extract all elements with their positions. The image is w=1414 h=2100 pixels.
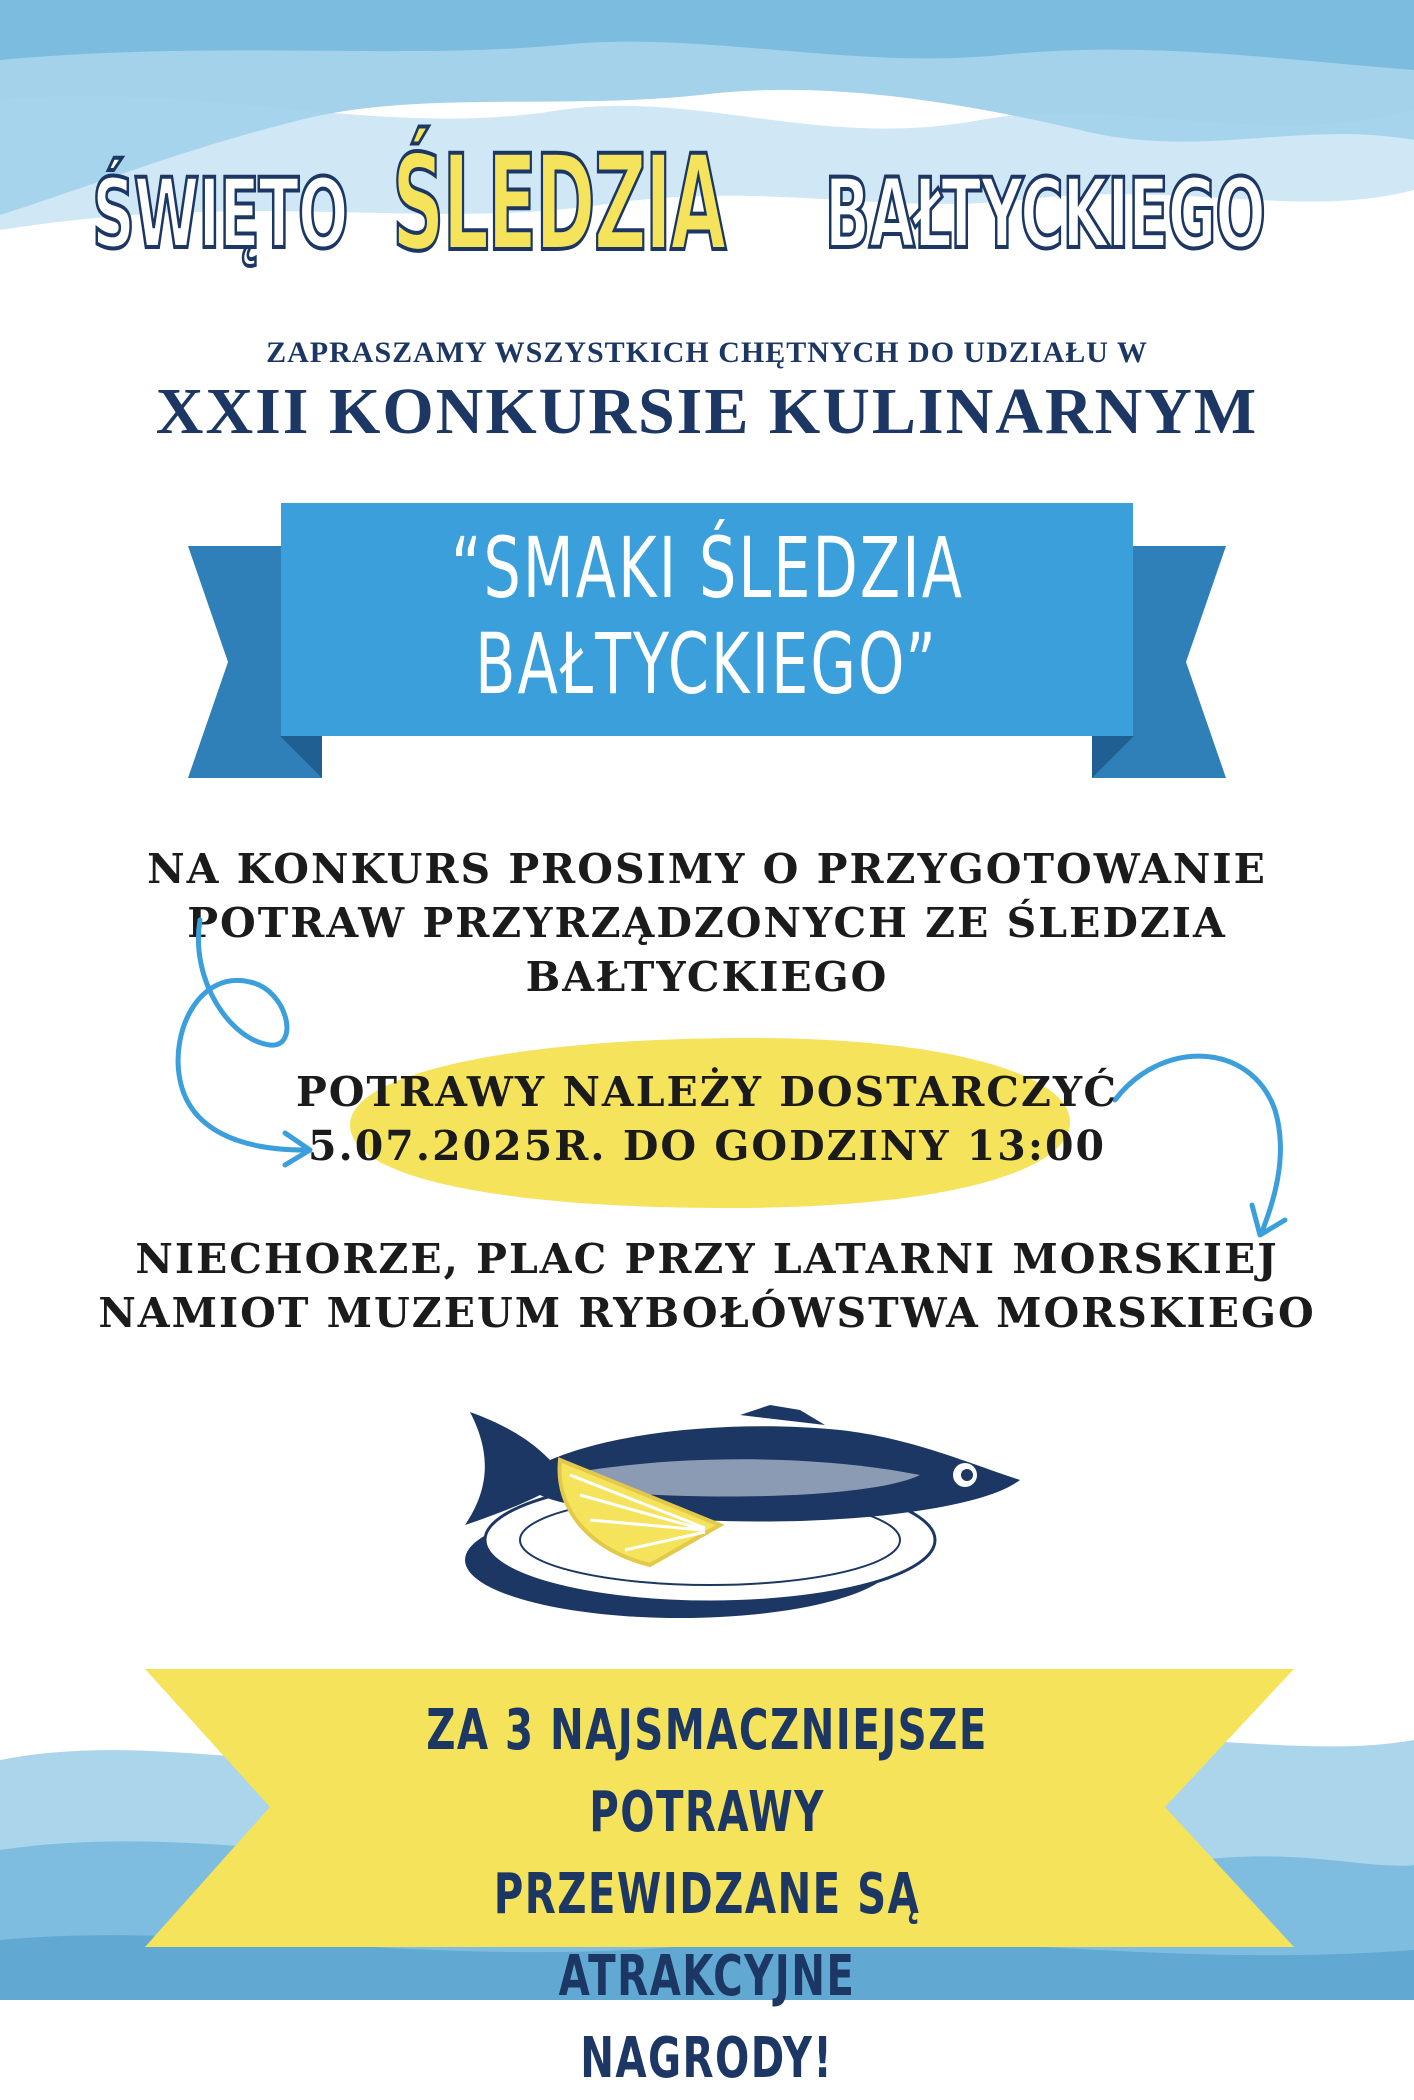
banner-line-2: BAŁTYCKIEGO”	[475, 615, 939, 713]
prize-line-3: NAGRODY!	[580, 2026, 834, 2091]
prize-announcement	[200, 1690, 1214, 2100]
invitation-line: ZAPRASZAMY WSZYSTKICH CHĘTNYCH DO UDZIAŁU W	[266, 336, 1148, 369]
prize-line-2: PRZEWIDZANE SĄ ATRAKCYJNE	[493, 1862, 921, 2009]
delivery-info	[0, 1065, 1414, 1173]
preparation-line-2: POTRAW PRZYRZĄDZONYCH ZE ŚLEDZIA	[187, 899, 1227, 947]
preparation-line-3: BAŁTYCKIEGO	[525, 953, 889, 1001]
title-part-baltyckiego: BAŁTYCKIEGO	[825, 158, 1266, 270]
prize-line-1: ZA 3 NAJSMACZNIEJSZE POTRAWY	[426, 1698, 988, 1845]
title-part-swieto: ŚWIĘTO	[92, 158, 348, 270]
location-line-2: NAMIOT MUZEUM RYBOŁÓWSTWA MORSKIEGO	[98, 1289, 1316, 1337]
contest-heading: XXII KONKURSIE KULINARNYM	[155, 375, 1259, 448]
preparation-line-1: NA KONKURS PROSIMY O PRZYGOTOWANIE	[147, 845, 1267, 893]
delivery-date-line: 5.07.2025R. DO GODZINY 13:00	[307, 1122, 1107, 1170]
herring-on-plate-illustration	[440, 1400, 1040, 1630]
title-part-sledzia: ŚLEDZIA	[391, 127, 725, 281]
location-info	[0, 1232, 1414, 1340]
delivery-line-1: POTRAWY NALEŻY DOSTARCZYĆ	[295, 1068, 1119, 1116]
location-line-1: NIECHORZE, PLAC PRZY LATARNI MORSKIEJ	[135, 1235, 1279, 1283]
banner-line-1: “SMAKI ŚLEDZIA	[450, 519, 964, 617]
